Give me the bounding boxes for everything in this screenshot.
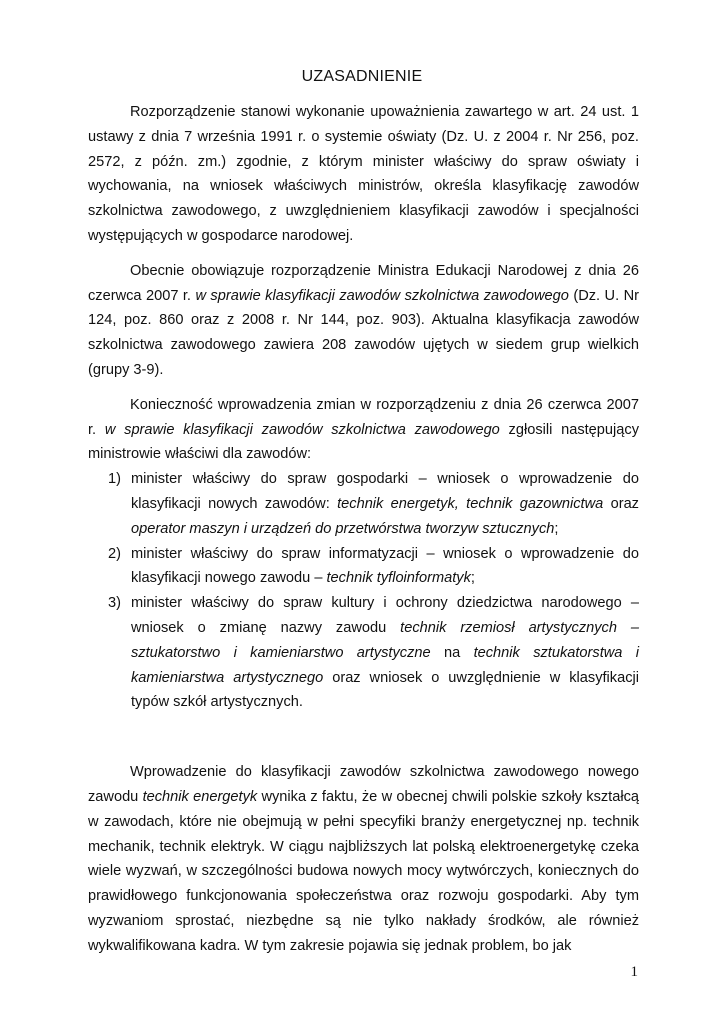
paragraph-legal-basis: Rozporządzenie stanowi wykonanie upoważnienia zawartego w art. 24 ust. 1 ustawy z dnia 7 września 1991 r. o systemie oświaty (Dz. U. z 2004 r. Nr 256, poz. 2572, z późn. zm.) zgodnie, z którym minister właściwy do spraw oświaty i wychowania, na wniosek właściwych ministrów, określa klasyfikację zawodów szkolnictwa zawodowego, z uwzględnieniem klasyfikacji zawodów i specjalności występujących w gospodarce narodowej. xyxy=(88,104,639,244)
list-item: 2) minister właściwy do spraw informatyzacji – wniosek o wprowadzenie do klasyfikacji nowego zawodu – technik tyfloinformatyk; xyxy=(108,545,639,587)
paragraph-need-for-changes: Konieczność wprowadzenia zmian w rozporządzeniu z dnia 26 czerwca 2007 r. w sprawie klasyfikacji zawodów szkolnictwa zawodowego zgłosili następujący ministrowie właściwi dla zawodów: xyxy=(88,396,639,463)
paragraph-current-regulation: Obecnie obowiązuje rozporządzenie Ministra Edukacji Narodowej z dnia 26 czerwca 2007 r. w sprawie klasyfikacji zawodów szkolnictwa zawodowego (Dz. U. Nr 124, poz. 860 oraz z 2008 r. Nr 144, poz. 903). Aktualna klasyfikacja zawodów szkolnictwa zawodowego zawiera 208 zawodów ujętych w siedem grup wielkich (grupy 3-9). xyxy=(88,262,639,378)
document-body xyxy=(88,100,639,959)
list-item: 1) minister właściwy do spraw gospodarki – wniosek o wprowadzenie do klasyfikacji nowych zawodów: technik energetyk, technik gazownictwa oraz operator maszyn i urządzeń do przetwórstwa tworzyw sztucznych; xyxy=(108,471,639,537)
paragraph-energy-technician: Wprowadzenie do klasyfikacji zawodów szkolnictwa zawodowego nowego zawodu technik energetyk wynika z faktu, że w obecnej chwili polskie szkoły kształcą w zawodach, które nie obejmują w pełni specyfiki branży energetycznej np. technik mechanik, technik elektryk. W ciągu najbliższych lat polską elektroenergetykę czeka wiele wyzwań, w szczególności budowa nowych mocy wytwórczych, koniecznych do prawidłowego funkcjonowania społeczeństwa oraz rozwoju gospodarki. Aby tym wyzwaniom sprostać, niezbędne są nie tylko nakłady środków, ale również wykwalifikowana kadra. W tym zakresie pojawia się jednak problem, bo jak xyxy=(88,764,639,954)
list-item: 3) minister właściwy do spraw kultury i ochrony dziedzictwa narodowego – wniosek o zmianę nazwy zawodu technik rzemiosł artystycznych – sztukatorstwo i kamieniarstwo artystyczne na technik sztukatorstwa i kamieniarstwa artystycznego oraz wniosek o uwzględnienie w klasyfikacji typów szkół artystycznych. xyxy=(108,595,640,711)
ministers-request-list xyxy=(88,467,639,715)
document-title: UZASADNIENIE xyxy=(301,68,423,85)
page-number: 1 xyxy=(630,964,638,980)
